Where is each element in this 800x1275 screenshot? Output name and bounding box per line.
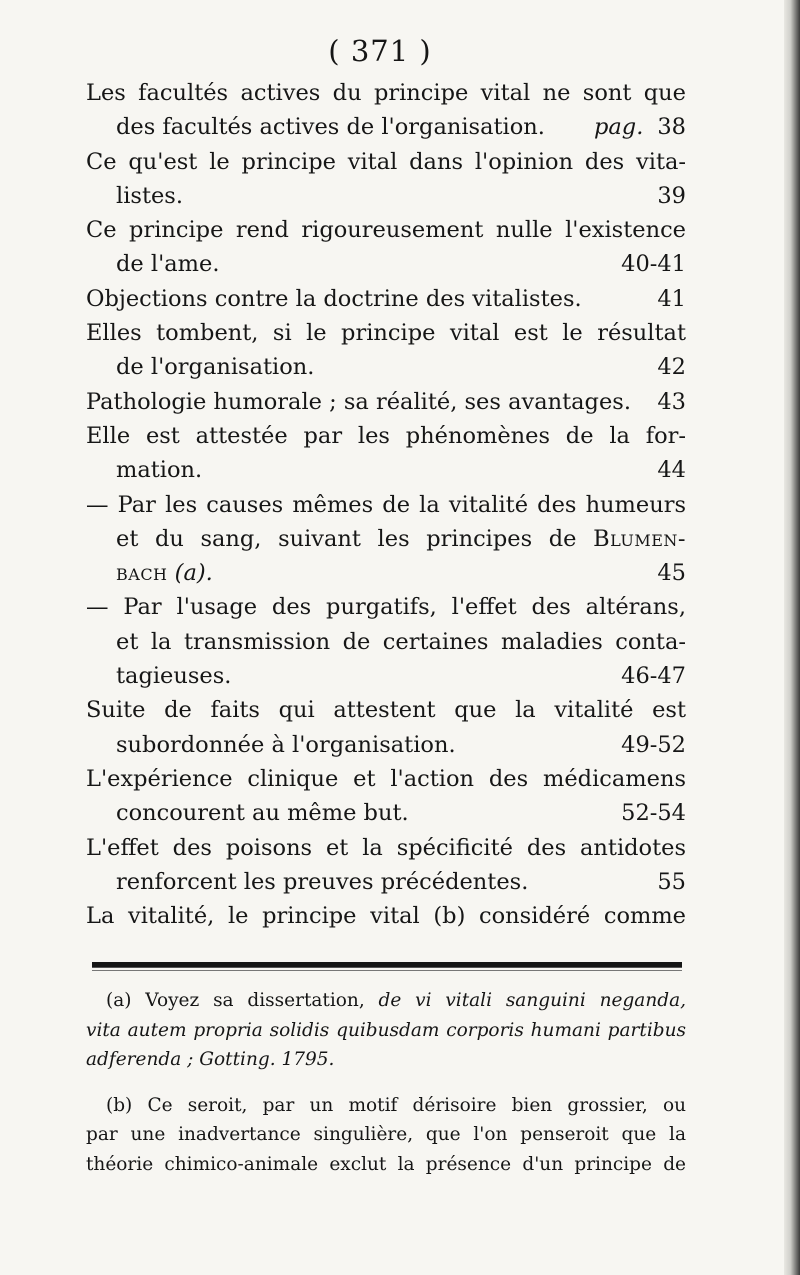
toc-line	[86, 282, 686, 316]
toc-line: — Par les causes mêmes de la vitalité des humeurs	[86, 491, 686, 518]
footnote-ref: (a).	[174, 560, 213, 587]
toc-line: Elle est attestée par les phénomènes de la for-	[86, 422, 686, 449]
footnote-rule	[92, 962, 682, 968]
toc-line: L'effet des poisons et la spécificité des antidotes	[86, 834, 686, 861]
footnote-text: Voyez sa dissertation,	[145, 990, 365, 1011]
toc-line	[86, 659, 686, 693]
toc-line: — Par l'usage des purgatifs, l'effet des altérans,	[86, 594, 686, 621]
toc-text: des facultés actives de l'organisation.	[116, 114, 545, 141]
toc-line: et la transmission de certaines maladies conta-	[116, 628, 686, 655]
toc-entry	[86, 282, 686, 316]
page-number: ( 371 )	[328, 34, 432, 68]
toc-line	[86, 522, 686, 556]
toc-page-number: 55	[657, 868, 686, 895]
toc-text: listes.	[116, 182, 183, 209]
toc-text: Pathologie humorale ; sa réalité, ses avantages.	[86, 388, 631, 415]
toc-entry	[86, 76, 686, 145]
toc-entry	[86, 762, 686, 831]
footnote-mark: (a)	[106, 990, 132, 1011]
toc-page-number: 39	[657, 182, 686, 209]
toc-line	[86, 385, 686, 419]
toc-line: Les facultés actives du principe vital ne sont que	[86, 80, 686, 106]
footnote-line: par une inadvertance singulière, que l'on penseroit que la	[86, 1124, 686, 1145]
toc-line: L'expérience clinique et l'action des médicamens	[86, 765, 686, 792]
author-name: Blumen-	[593, 525, 686, 552]
toc-entry	[86, 419, 686, 488]
toc-text: mation.	[116, 457, 203, 484]
toc-entry	[86, 145, 686, 214]
toc-page-number: 40-41	[621, 251, 686, 278]
toc-page-number: 41	[657, 285, 686, 312]
toc-entry	[86, 693, 686, 762]
footnote-rule-thin	[92, 970, 682, 971]
toc-text: subordonnée à l'organisation.	[116, 731, 456, 758]
toc-text: et du sang, suivant les principes de	[116, 525, 577, 552]
toc-entry	[86, 899, 686, 933]
toc-entry	[86, 488, 686, 591]
footnote-title: de vi vitali sanguini neganda,	[378, 990, 686, 1011]
footnote-line: (b) Ce seroit, par un motif dérisoire bien grossier, ou	[106, 1094, 686, 1116]
toc-line	[86, 179, 686, 213]
toc-line	[86, 556, 686, 590]
page-edge-shadow	[784, 0, 800, 1275]
author-name-cont: bach	[116, 560, 168, 587]
toc-text: tagieuses.	[116, 663, 232, 690]
toc-text: Objections contre la doctrine des vitalistes.	[86, 285, 582, 312]
page-abbrev: pag.	[593, 114, 644, 141]
toc-text: renforcent les preuves précédentes.	[116, 868, 529, 895]
footnote-line: adferenda ; Gotting. 1795.	[86, 1049, 335, 1070]
toc-line	[86, 453, 686, 487]
toc-page-number: 52-54	[621, 800, 686, 827]
toc-page-number: 43	[657, 388, 686, 415]
toc-entry	[86, 316, 686, 385]
toc-line	[86, 350, 686, 384]
footnotes	[86, 986, 686, 1195]
toc-page-number: 44	[657, 457, 686, 484]
table-of-contents	[86, 76, 686, 933]
footnote-line: vita autem propria solidis quibusdam corporis humani partibus	[86, 1019, 686, 1041]
toc-line	[86, 110, 686, 144]
toc-page-number: 38	[657, 114, 686, 141]
toc-text: de l'organisation.	[116, 354, 315, 381]
toc-line: Ce principe rend rigoureusement nulle l'existence	[86, 217, 686, 244]
toc-line: Ce qu'est le principe vital dans l'opinion des vita-	[86, 148, 686, 175]
toc-entry	[86, 590, 686, 693]
toc-entry	[86, 213, 686, 282]
toc-page-number: 42	[657, 354, 686, 381]
toc-line: Suite de faits qui attestent que la vitalité est	[86, 697, 686, 724]
toc-line	[86, 796, 686, 830]
footnote-b	[86, 1091, 686, 1180]
toc-page-number: 49-52	[621, 731, 686, 758]
toc-page-number: 46-47	[621, 663, 686, 690]
toc-line	[86, 728, 686, 762]
toc-page-number: 45	[657, 560, 686, 587]
toc-entry	[86, 385, 686, 419]
toc-line	[86, 865, 686, 899]
toc-line: La vitalité, le principe vital (b) considéré comme	[86, 903, 686, 930]
footnote-a	[86, 986, 686, 1075]
toc-text: concourent au même but.	[116, 800, 409, 827]
footnote-line	[86, 986, 686, 1016]
toc-line: Elles tombent, si le principe vital est le résultat	[86, 320, 686, 347]
toc-text: de l'ame.	[116, 251, 220, 278]
footnote-line: théorie chimico-animale exclut la présence d'un principe de	[86, 1153, 686, 1175]
toc-entry	[86, 831, 686, 900]
toc-line	[86, 247, 686, 281]
